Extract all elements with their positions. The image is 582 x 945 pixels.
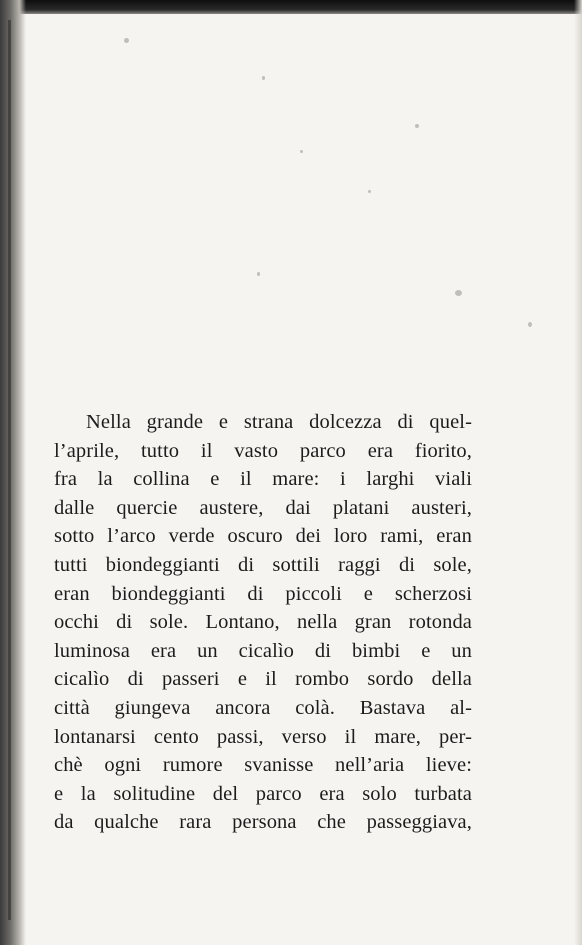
text-line: cicalìo di passeri e il rombo sordo della xyxy=(54,668,472,691)
text-line: occhi di sole. Lontano, nella gran rotonda xyxy=(54,611,472,634)
page-binding-edge xyxy=(0,0,26,945)
text-line: sotto l’arco verde oscuro dei loro rami, eran xyxy=(54,525,472,548)
text-line: l’aprile, tutto il vasto parco era fiorito, xyxy=(54,439,472,462)
paper-speck xyxy=(368,190,371,193)
paper-speck xyxy=(528,322,532,327)
page-top-edge-shadow xyxy=(0,0,582,14)
text-line: fra la collina e il mare: i larghi viali xyxy=(54,468,472,491)
page-right-edge xyxy=(574,0,582,945)
text-line: luminosa era un cicalìo di bimbi e un xyxy=(54,639,472,662)
paper-speck xyxy=(415,124,419,128)
text-line: chè ogni rumore svanisse nell’aria lieve: xyxy=(54,754,472,777)
paper-speck xyxy=(455,290,462,296)
text-line: eran biondeggianti di piccoli e scherzosi xyxy=(54,582,472,605)
paper-speck xyxy=(124,38,129,43)
paper-speck xyxy=(262,76,265,80)
text-line: da qualche rara persona che passeggiava, xyxy=(54,811,472,834)
text-line: dalle quercie austere, dai platani austeri, xyxy=(54,496,472,519)
text-line: lontanarsi cento passi, verso il mare, per- xyxy=(54,725,472,748)
text-line: tutti biondeggianti di sottili raggi di sole, xyxy=(54,553,472,576)
paper-speck xyxy=(300,150,303,153)
body-text xyxy=(54,408,472,837)
paper-speck xyxy=(257,272,260,276)
text-line: e la solitudine del parco era solo turbata xyxy=(54,782,472,805)
text-line: Nella grande e strana dolcezza di quel- xyxy=(86,411,472,433)
text-line: città giungeva ancora colà. Bastava al- xyxy=(54,696,472,719)
